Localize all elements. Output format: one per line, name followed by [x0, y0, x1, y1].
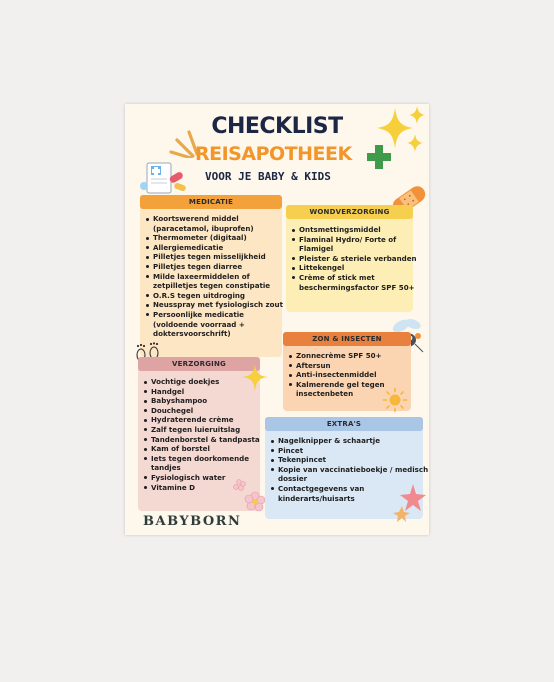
list-item: Fysiologisch water — [142, 473, 260, 483]
list-item: kinderarts/huisarts — [278, 493, 355, 503]
list-item: Koortswerend middel — [144, 214, 282, 224]
list-item: dossier — [278, 474, 308, 484]
brand-logo: BABYBORN — [143, 514, 242, 529]
list-item: Anti-insectenmiddel — [287, 370, 411, 380]
list-item: Persoonlijke medicatie — [144, 310, 282, 320]
list-item: insectenbeten — [296, 389, 354, 399]
list-item: Pilletjes tegen misselijkheid — [144, 252, 282, 262]
checklist-page — [125, 104, 429, 535]
sparkle-icon — [241, 362, 271, 394]
list-wondverzorging — [286, 219, 417, 292]
list-item: Douchegel — [142, 406, 260, 416]
section-title-verzorging: VERZORGING — [138, 357, 260, 371]
section-title-wondverzorging: WONDVERZORGING — [286, 205, 413, 219]
sun-icon — [382, 387, 408, 413]
list-item: Tekenpincet — [269, 455, 423, 465]
title-checklist: CHECKLIST — [211, 114, 343, 139]
list-item: Vochtige doekjes — [142, 377, 260, 387]
list-item: Handgel — [142, 387, 260, 397]
list-item: Pincet — [269, 446, 423, 456]
list-item: Aftersun — [287, 361, 411, 371]
flower-icon — [231, 476, 267, 512]
list-item: Ontsmettingsmiddel — [290, 225, 413, 235]
list-medicatie — [140, 209, 282, 339]
list-item: Hydraterende crème — [142, 415, 260, 425]
list-item: Kalmerende gel tegen — [287, 380, 411, 390]
list-item: Neusspray met fysiologisch zout — [144, 300, 282, 310]
section-title-extras: EXTRA'S — [265, 417, 423, 431]
starfish-icon — [393, 482, 427, 522]
section-title-zon-insecten: ZON & INSECTEN — [283, 332, 411, 346]
list-item: tandjes — [151, 463, 181, 473]
list-item: Pleister & steriele verbanden — [290, 254, 413, 264]
medicine-box-icon — [139, 160, 191, 196]
green-cross-icon — [365, 143, 393, 171]
list-item: beschermingsfactor SPF 50+ — [299, 282, 415, 292]
list-item: Vitamine D — [142, 483, 260, 493]
list-item: Nagelknipper & schaartje — [269, 436, 423, 446]
list-item: O.R.S tegen uitdroging — [144, 291, 282, 301]
subtitle: VOOR JE BABY & KIDS — [205, 170, 331, 183]
list-item: (paracetamol, ibuprofen) — [153, 223, 254, 233]
list-item: Flaminal Hydro/ Forte of — [290, 235, 413, 245]
title-reisapotheek: REISAPOTHEEK — [195, 143, 352, 165]
list-item: Littekengel — [290, 263, 413, 273]
list-item: Allergiemedicatie — [144, 243, 282, 253]
list-item: (voldoende voorraad + — [153, 319, 245, 329]
list-item: Zalf tegen luieruitslag — [142, 425, 260, 435]
list-item: Tandenborstel & tandpasta — [142, 435, 260, 445]
list-item: Kopie van vaccinatieboekje / medisch — [269, 465, 423, 475]
list-item: Flamigel — [299, 244, 334, 254]
section-wondverzorging — [286, 205, 417, 312]
section-title-medicatie: MEDICATIE — [140, 195, 282, 209]
list-item: Crème of stick met — [290, 273, 413, 283]
section-medicatie — [140, 195, 282, 357]
list-item: Contactgegevens van — [269, 484, 423, 494]
list-item: Pilletjes tegen diarree — [144, 262, 282, 272]
list-item: Milde laxeermiddelen of — [144, 272, 282, 282]
list-item: Babyshampoo — [142, 396, 260, 406]
list-item: Thermometer (digitaal) — [144, 233, 282, 243]
list-item: zetpilletjes tegen constipatie — [153, 281, 271, 291]
list-item: Zonnecrème SPF 50+ — [287, 351, 411, 361]
list-item: Iets tegen doorkomende — [142, 454, 260, 464]
list-item: doktersvoorschrift) — [153, 329, 231, 339]
list-item: Kam of borstel — [142, 444, 260, 454]
